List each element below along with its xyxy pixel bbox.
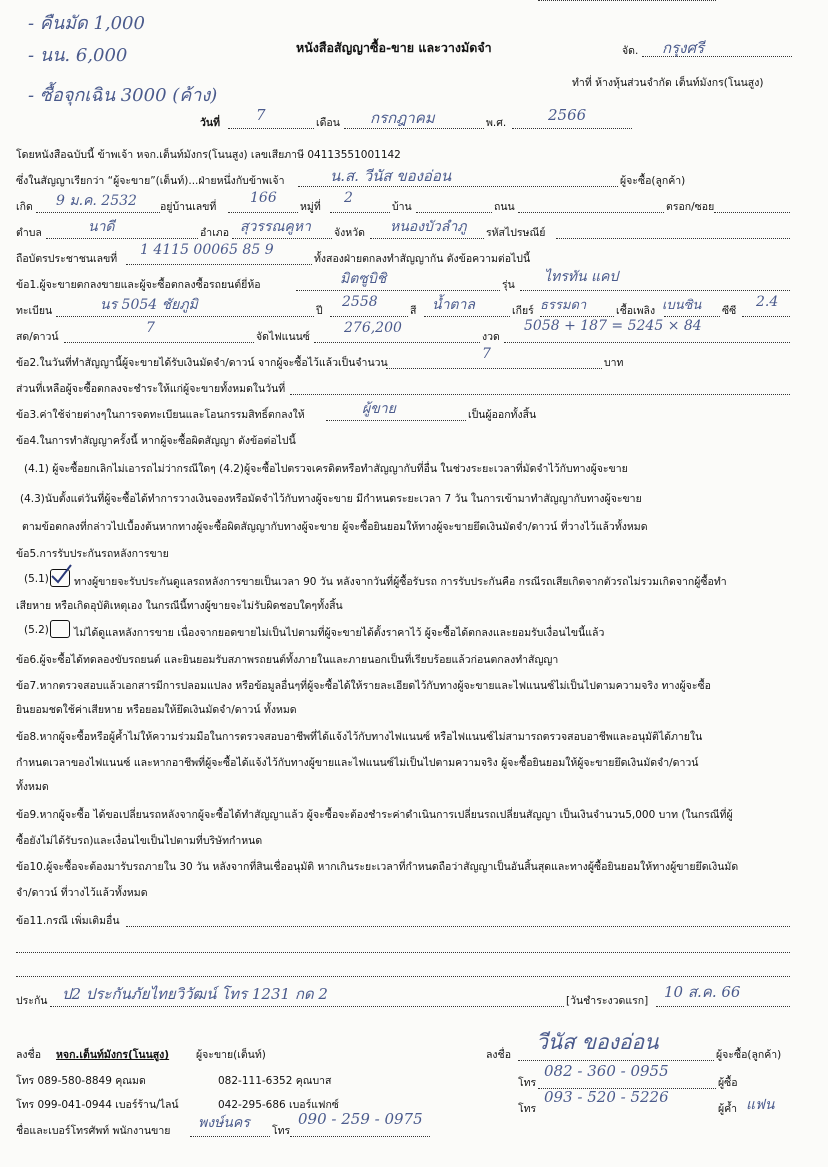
car-year-value: 2558 [342,294,378,310]
day-label: วันที่ [200,117,220,129]
plate-label: ทะเบียน [16,305,53,317]
staff-name: พงษ์นคร [198,1115,250,1131]
installment-line [504,342,790,343]
option-5-1-line1: ทางผู้ขายจะรับประกันดูแลรถหลังการขายเป็นเวลา 90 วัน หลังจากวันที่ผู้ซื้อรับรถ การรับประกันคือ กรณีรถเสียเกิดจากตัวรถไม่รวมเกิดจากผู้ซื้อทำ [74,576,727,588]
moo-value: 2 [344,190,353,206]
year-label-car: ปี [316,305,323,317]
tambon-label: ตำบล [16,227,42,239]
tambon-line [46,238,198,239]
changwat-label: จังหวัด [334,227,365,239]
month-value: กรกฎาคม [370,109,435,127]
model-label: รุ่น [502,279,515,291]
clause2-line1: ข้อ2.ในวันที่ทำสัญญานี้ผู้จะขายได้รับเงินมัดจำ/ดาวน์ จากผู้จะซื้อไว้แล้วเป็นจำนวน [16,357,388,369]
year-value: 2566 [548,106,587,124]
brand-line [296,290,500,291]
clause9-line2: ซื้อยังไม่ได้รับรถ)และเงื่อนไขเป็นไปตามที่บริษัทกำหนด [16,835,263,847]
finance-label: จัดไฟแนนซ์ [256,331,310,343]
amphoe-line [232,238,332,239]
buyer-role: ผู้จะซื้อ(ลูกค้า) [716,1049,782,1061]
installment-label: งวด [482,331,500,343]
option-5-1-label: (5.1) [24,573,49,585]
guar-note: แฟน [746,1097,775,1113]
clause3-label: ข้อ3.ค่าใช้จ่ายต่างๆในการจดทะเบียนและโอนกรรมสิทธิ์ตกลงให้ [16,409,305,421]
fuel-label: เชื้อเพลิง [616,305,656,317]
clause11-line-3 [16,976,790,977]
gear-label: เกียร์ [512,305,534,317]
option-5-1-checkbox[interactable] [50,569,70,587]
model-value: ไทรทัน แคป [544,269,619,285]
clause8-line2: กำหนดเวลาของไฟแนนซ์ และหากอาชีพที่ผู้จะซื้อได้แจ้งไว้กับทางผู้ขายและไฟแนนซ์ไม่เป็นไปตามความจริง ผู้จะซื้อยินยอมให้ผู้จะขายยึดเงินมัดจำ/ดาวน์ [16,757,699,769]
changwat-line [370,238,484,239]
gear-value: ธรรมดา [540,298,587,313]
village-line [416,212,492,213]
seller-sign-prefix: ลงชื่อ [16,1049,41,1061]
due-line [656,1006,790,1007]
plate-line [56,316,314,317]
clause2-line2: ส่วนที่เหลือผู้จะซื้อตกลงจะชำระให้แก่ผู้จะขายทั้งหมดในวันที่ [16,383,286,395]
remaining-line [290,394,790,395]
down-value: 7 [146,320,155,336]
guar-tel-line [538,0,716,1]
road-line [518,212,664,213]
margin-note-1: - คืนมัด 1,000 [28,13,145,34]
cc-line [742,316,790,317]
insurance-line [50,1006,564,1007]
buyer-name-value: น.ส. วีนัส ของอ่อน [330,167,452,185]
clause3-line [326,420,466,421]
buyer-tel-role: ผู้ซื้อ [718,1077,738,1089]
house-line [228,212,298,213]
soi-line [714,212,790,213]
clause5-head: ข้อ5.การรับประกันรถหลังการขาย [16,548,169,560]
guar-tel-label: โทร [518,1103,537,1115]
village-label: บ้าน [392,201,412,213]
option-5-2-checkbox[interactable] [50,620,70,638]
birth-value: 9 ม.ค. 2532 [56,193,137,209]
clause4-p1: (4.1) ผู้จะซื้อยกเลิกไม่เอารถไม่ว่ากรณีใดๆ (4.2)ผู้จะซื้อไปตรวจเครดิตหรือทำสัญญากับที่อื่น ในช่วงระยะเวลาที่มัดจำไว้กับทางผู้จะขาย [24,463,628,475]
zip-line [556,238,790,239]
zip-label: รหัสไปรษณีย์ [486,227,546,239]
staff-tel-label: โทร [272,1125,291,1137]
intro-line-1: โดยหนังสือฉบับนี้ ข้าพเจ้า หจก.เต็นท์มังกร(โนนสูง) เลขเสียภาษี 04113551001142 [16,149,401,161]
moo-label: หมู่ที่ [300,201,321,213]
clause1-label: ข้อ1.ผู้จะขายตกลงขายและผู้จะซื้อตกลงซื้อรถยนต์ยี่ห้อ [16,279,261,291]
idcard-line [126,264,312,265]
option-5-2-label: (5.2) [24,624,49,636]
staff-name-line [190,1136,270,1137]
phone-2: โทร 099-041-0944 เบอร์ร้าน/ไลน์ [16,1099,179,1111]
amphoe-label: อำเภอ [200,227,230,239]
down-label: สด/ดาวน์ [16,331,59,343]
year-label: พ.ศ. [486,117,507,129]
option-5-1-line2: เสียหาย หรือเกิดอุบัติเหตุเอง ในกรณีนี้ทางผู้ขายจะไม่รับผิดชอบใดๆทั้งสิ้น [16,600,343,612]
birth-line [36,212,160,213]
amphoe-value: สุวรรณคูหา [240,219,311,235]
month-label: เดือน [316,117,340,129]
buyer-signature: วีนัส ของอ่อน [536,1030,659,1054]
year-line [512,128,632,129]
clause7-line2: ยินยอมชดใช้ค่าเสียหาย หรือยอมให้ยึดเงินมัดจำ/ดาวน์ ทั้งหมด [16,704,297,716]
plate-value: นร 5054 ชัยภูมิ [100,297,198,313]
clause4-head: ข้อ4.ในการทำสัญญาครั้งนี้ หากผู้จะซื้อผิดสัญญา ดังข้อต่อไปนี้ [16,435,296,447]
due-value: 10 ส.ค. 66 [664,983,741,1001]
baht-label: บาท [604,357,624,369]
clause4-p2: (4.3)นับตั้งแต่วันที่ผู้จะซื้อได้ทำการวางเงินจองหรือมัดจำไว้กับทางผู้จะขาย มีกำหนดระยะเวลา 7 วัน ในการเข้ามาทำสัญญากับทางผู้จะขาย [20,493,642,505]
finance-line [314,342,480,343]
margin-note-2: - นน. 6,000 [28,45,128,66]
changwat-value: หนองบัวลำภู [390,219,467,235]
clause11-label: ข้อ11.กรณี เพิ่มเติมอื่น [16,915,120,927]
guar-role: ผู้ค้ำ [718,1103,738,1115]
house-label: อยู่บ้านเลขที่ [160,201,217,213]
cc-label: ซีซี [722,305,737,317]
clause3-value: ผู้ขาย [362,401,396,417]
clause4-p3: ตามข้อตกลงที่กล่าวไปเบื้องต้นหากทางผู้จะซื้อผิดสัญญากับทางผู้จะขาย ผู้จะซื้อยินยอมให้ทางผู้จะขายยึดเงินมัดจำ/ดาวน์ ที่วางไว้แล้วทั้งหมด [22,521,648,533]
birth-label: เกิด [16,201,33,213]
soi-label: ตรอก/ซอย [666,201,715,213]
intro-line-2: ซึ่งในสัญญาเรียกว่า “ผู้จะขาย”(เต็นท์)...ฝ่ายหนึ่งกับข้าพเจ้า [16,175,285,187]
installment-value: 5058 + 187 = 5245 × 84 [524,318,702,334]
color-value: น้ำตาล [432,297,475,313]
clause8-line3: ทั้งหมด [16,781,49,793]
guar-tel: 093 - 520 - 5226 [544,1088,669,1106]
phone-1: โทร 089-580-8849 คุณมด [16,1075,146,1087]
province-label: จัด. [622,45,639,57]
day-line [228,128,314,129]
province-value: กรุงศรี [662,39,705,57]
buyer-tel: 082 - 360 - 0955 [544,1062,669,1080]
option-5-2-line: ไม่ได้ดูแลหลังการขาย เนื่องจากยอดขายไม่เป็นไปตามที่ผู้จะขายได้ตั้งราคาไว้ ผู้จะซื้อได้ตกลงและยอมรับเงื่อนไขนี้แล้ว [74,627,605,639]
down-line [64,342,254,343]
clause11-line-2 [16,952,790,953]
idcard-value: 1 4115 00065 85 9 [140,242,274,258]
gear-line [540,316,614,317]
insurance-value: ป2 ประกันภัยไทยวิวัฒน์ โทร 1231 กด 2 [62,985,328,1003]
road-label: ถนน [494,201,515,213]
checkmark-icon [49,564,73,586]
idcard-tail: ทั้งสองฝ่ายตกลงทำสัญญากัน ดังข้อความต่อไปนี้ [314,253,531,265]
cc-value: 2.4 [756,294,779,310]
finance-value: 276,200 [344,320,402,336]
clause7-line1: ข้อ7.หากตรวจสอบแล้วเอกสารมีการปลอมแปลง หรือข้อมูลอื่นๆที่ผู้จะซื้อได้ให้รายละเอียดไว้กับทางผู้จะขายและไฟแนนซ์ไม่เป็นไปตามความจริง ทางผู้จะซื้อ [16,680,711,692]
fuel-line [664,316,720,317]
car-year-line [330,316,408,317]
amount-line [386,368,602,369]
clause10-line2: จำ/ดาวน์ ที่วางไว้แล้วทั้งหมด [16,887,148,899]
seller-name: หจก.เต็นท์มังกร(โนนสูง) [56,1049,170,1061]
amount-value: 7 [482,346,491,362]
tambon-value: นาดี [88,219,115,235]
phone-3: 082-111-6352 คุณบาส [218,1075,332,1087]
clause3-tail: เป็นผู้ออกทั้งสิ้น [468,409,537,421]
buyer-label: ผู้จะซื้อ(ลูกค้า) [620,175,686,187]
buyer-tel-label: โทร [518,1077,537,1089]
insurance-label: ประกัน [16,995,48,1007]
color-label: สี [410,305,417,317]
seller-role: ผู้จะขาย(เต็นท์) [196,1049,266,1061]
day-value: 7 [256,106,266,124]
color-line [424,316,510,317]
buyer-sign-line [518,1060,714,1061]
staff-label: ชื่อและเบอร์โทรศัพท์ พนักงานขาย [16,1125,171,1137]
clause9-line1: ข้อ9.หากผู้จะซื้อ ได้ขอเปลี่ยนรถหลังจากผู้จะซื้อได้ทำสัญญาแล้ว ผู้จะซื้อจะต้องชำระค่าดำเนินการเปลี่ยนรถเปลี่ยนสัญญา เป็นเงินจำนวน5,000 บาท (ในกรณีที่ผู้ [16,809,733,821]
place-text: ทำที่ ห้างหุ้นส่วนจำกัด เต็นท์มังกร(โนนสูง) [572,77,764,89]
staff-tel: 090 - 259 - 0975 [298,1110,423,1128]
clause6: ข้อ6.ผู้จะซื้อได้ทดลองขับรถยนต์ และยินยอมรับสภาพรถยนต์ทั้งภายในและภายนอกเป็นที่เรียบร้อยแล้วก่อนตกลงทำสัญญา [16,654,559,666]
clause11-line-1 [126,926,790,927]
document-title: หนังสือสัญญาซื้อ-ขาย และวางมัดจำ [296,40,492,55]
brand-value: มิตซูบิชิ [340,271,387,287]
due-label: [วันชำระงวดแรก] [566,995,649,1007]
margin-note-3: - ซื้อจุกเฉิน 3000 (ค้าง) [28,85,218,106]
clause8-line1: ข้อ8.หากผู้จะซื้อหรือผู้ค้ำไม่ให้ความร่วมมือในการตรวจสอบอาชีพที่ได้แจ้งไว้กับทางไฟแนนซ์ หรือไฟแนนซ์ไม่สามารถตรวจสอบอาชีพและอนุมัติได้ภายใน [16,731,703,743]
moo-line [330,212,390,213]
staff-tel-line [290,1136,430,1137]
buyer-sign-prefix: ลงชื่อ [486,1049,511,1061]
idcard-label: ถือบัตรประชาชนเลขที่ [16,253,118,265]
phone-4: 042-295-686 เบอร์แฟกซ์ [218,1099,339,1111]
model-line [520,290,790,291]
fuel-value: เบนซิน [662,298,702,313]
clause10-line1: ข้อ10.ผู้จะซื้อจะต้องมารับรถภายใน 30 วัน หลังจากที่สินเชื่ออนุมัติ หากเกินระยะเวลาที่กำหนดถือว่าสัญญาเป็นอันสิ้นสุดและทางผู้ซื้อยินยอมให้ทางผู้ขายยึดเงินมัด [16,861,739,873]
house-value: 166 [250,190,277,206]
